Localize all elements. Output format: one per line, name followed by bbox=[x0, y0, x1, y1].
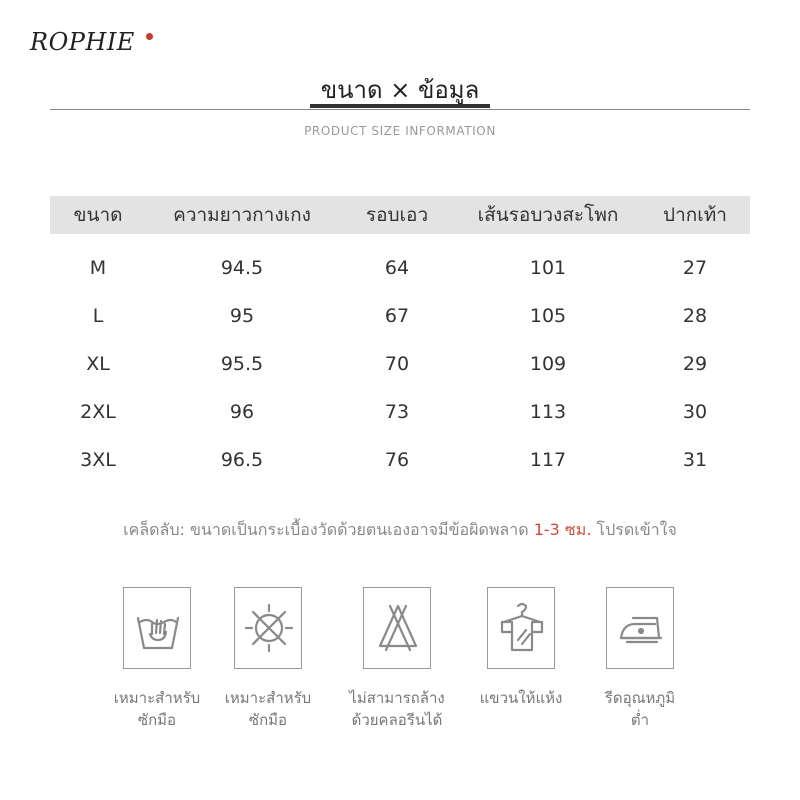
column-header-size: ขนาด bbox=[73, 204, 123, 226]
care-label: เหมาะสำหรับ ซักมือ bbox=[224, 689, 312, 729]
table-cell: 95 bbox=[229, 305, 255, 327]
page-title: ขนาด × ข้อมูล bbox=[320, 76, 480, 104]
table-cell: 96 bbox=[229, 401, 255, 423]
table-cell: 101 bbox=[529, 257, 567, 279]
care-item-hang-dry bbox=[461, 587, 581, 709]
brand-logo: ROPHIE bbox=[30, 28, 135, 56]
hand-wash-icon bbox=[123, 587, 191, 669]
table-cell: M bbox=[89, 257, 107, 279]
table-cell: L bbox=[92, 305, 104, 327]
column-header-length: ความยาวกางเกง bbox=[173, 204, 311, 226]
care-label: รีดอุณหภูมิ ต่ำ bbox=[604, 689, 676, 729]
measurement-tip bbox=[0, 518, 800, 543]
table-cell: 2XL bbox=[80, 401, 116, 423]
care-item-no-bleach bbox=[337, 587, 457, 731]
care-label: ไม่สามารถล้าง ด้วยคลอรีนได้ bbox=[349, 689, 445, 729]
table-cell: 105 bbox=[529, 305, 567, 327]
table-cell: 30 bbox=[682, 401, 708, 423]
size-table bbox=[50, 196, 750, 484]
table-row bbox=[50, 388, 750, 436]
table-row bbox=[50, 244, 750, 292]
no-tumble-dry-icon bbox=[234, 587, 302, 669]
table-cell: 29 bbox=[682, 353, 708, 375]
hang-dry-icon bbox=[487, 587, 555, 669]
table-cell: 64 bbox=[384, 257, 410, 279]
page-subtitle: PRODUCT SIZE INFORMATION bbox=[304, 124, 496, 138]
column-header-waist: รอบเอว bbox=[365, 204, 429, 226]
header-divider bbox=[50, 109, 750, 110]
table-cell: 28 bbox=[682, 305, 708, 327]
column-header-leg-opening: ปากเท้า bbox=[663, 204, 727, 226]
table-cell: 31 bbox=[682, 449, 708, 471]
table-cell: 117 bbox=[529, 449, 567, 471]
table-cell: 27 bbox=[682, 257, 708, 279]
iron-low-icon bbox=[606, 587, 674, 669]
brand-logo-dot bbox=[146, 33, 153, 40]
table-cell: 94.5 bbox=[220, 257, 264, 279]
care-label: เหมาะสำหรับ ซักมือ bbox=[113, 689, 201, 729]
table-cell: 76 bbox=[384, 449, 410, 471]
tip-highlight: 1-3 ซม. bbox=[533, 520, 592, 539]
care-label: แขวนให้แห้ง bbox=[479, 689, 563, 707]
table-cell: 3XL bbox=[80, 449, 116, 471]
table-cell: XL bbox=[86, 353, 110, 375]
table-row bbox=[50, 436, 750, 484]
table-row bbox=[50, 292, 750, 340]
table-row bbox=[50, 340, 750, 388]
table-cell: 67 bbox=[384, 305, 410, 327]
care-item-iron-low bbox=[580, 587, 700, 731]
tip-text-end: โปรดเข้าใจ bbox=[591, 520, 677, 539]
table-cell: 113 bbox=[529, 401, 567, 423]
table-cell: 109 bbox=[529, 353, 567, 375]
column-header-hip: เส้นรอบวงสะโพก bbox=[477, 204, 619, 226]
no-bleach-icon bbox=[363, 587, 431, 669]
table-header bbox=[50, 196, 750, 234]
title-underline bbox=[310, 104, 490, 108]
table-cell: 96.5 bbox=[220, 449, 264, 471]
table-cell: 95.5 bbox=[220, 353, 264, 375]
table-cell: 73 bbox=[384, 401, 410, 423]
tip-text: เคล็ดลับ: ขนาดเป็นกระเบื้องวัดด้วยตนเองอาจมีข้อผิดพลาด bbox=[123, 520, 534, 539]
care-item-no-tumble-dry bbox=[208, 587, 328, 731]
care-item-hand-wash bbox=[97, 587, 217, 731]
table-cell: 70 bbox=[384, 353, 410, 375]
